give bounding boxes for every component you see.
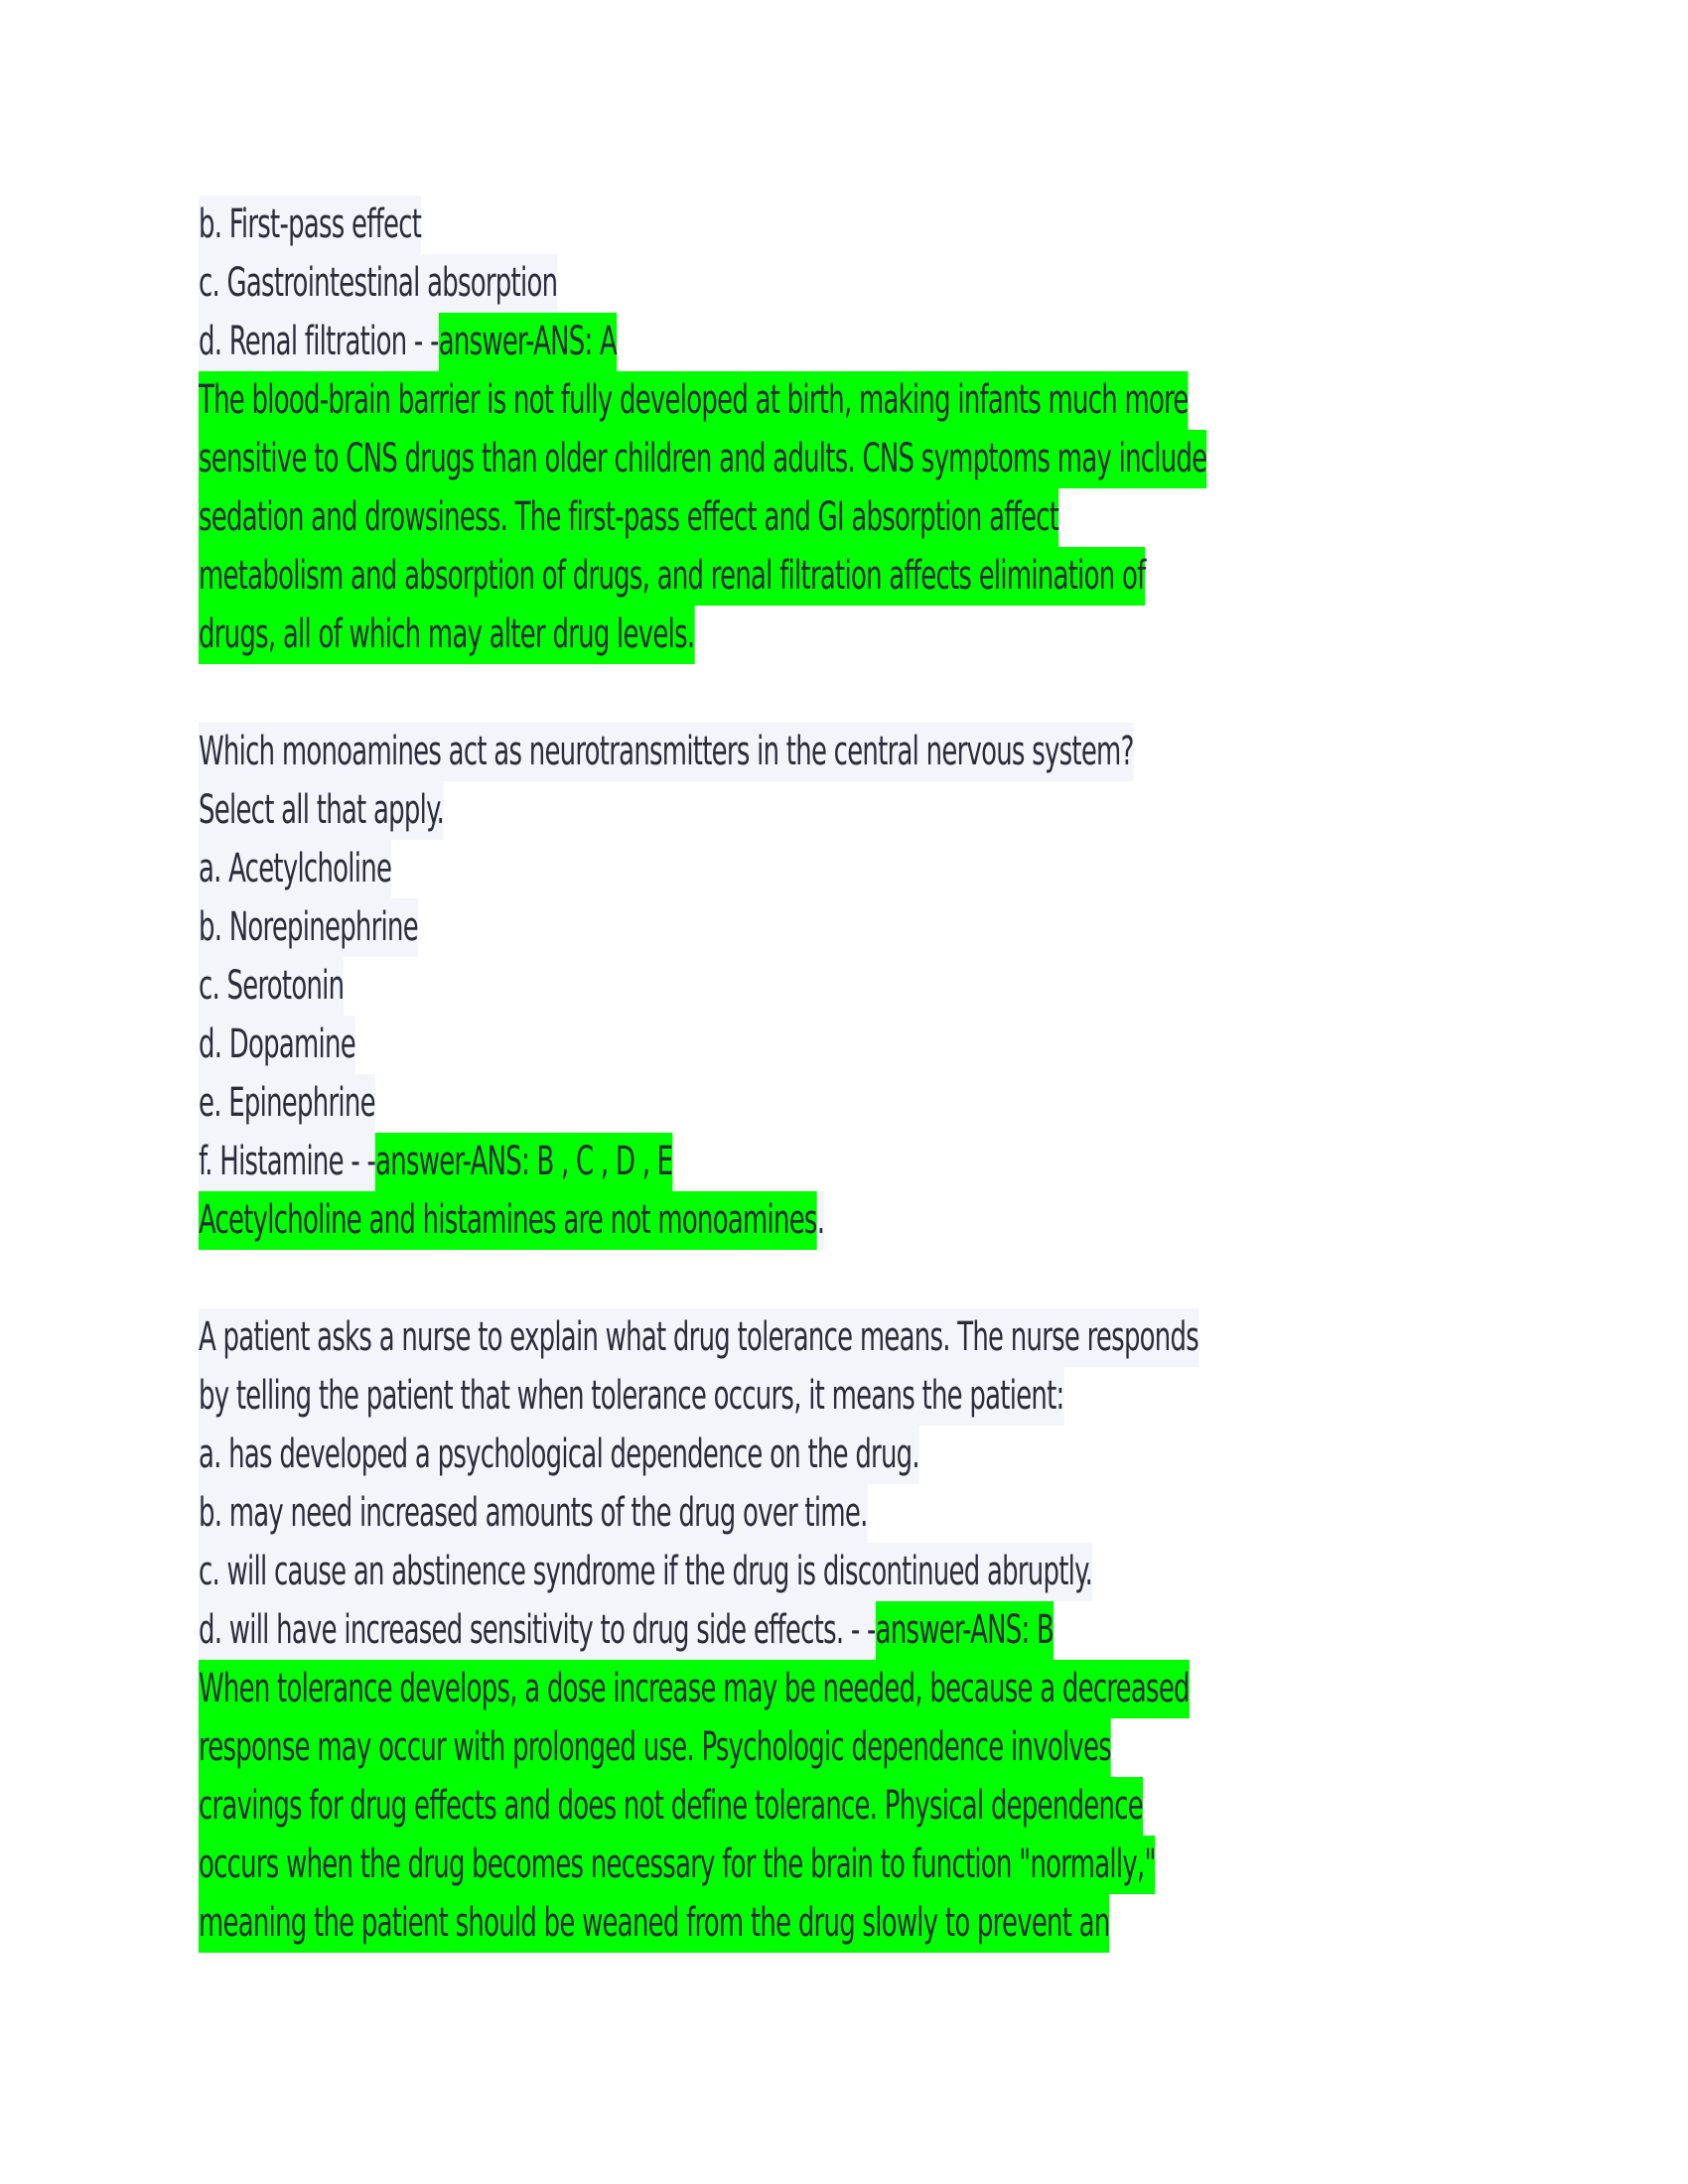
q1-answer: answer-ANS: A <box>439 313 617 371</box>
q1-option-c: c. Gastrointestinal absorption <box>199 254 1128 313</box>
q1-rationale-line: drugs, all of which may alter drug levels. <box>199 606 1128 664</box>
q3-rationale-line: occurs when the drug becomes necessary for the brain to function "normally," <box>199 1836 1128 1894</box>
q3-rationale-line: response may occur with prolonged use. Psychologic dependence involves <box>199 1718 1128 1777</box>
q2-stem: Which monoamines act as neurotransmitters in the central nervous system? <box>199 723 1128 781</box>
q1-rationale-line: sedation and drowsiness. The first-pass effect and GI absorption affect <box>199 488 1128 547</box>
q3-rationale-line: When tolerance develops, a dose increase may be needed, because a decreased <box>199 1660 1128 1718</box>
q1-option-b: b. First-pass effect <box>199 196 1128 254</box>
q2-option-c: c. Serotonin <box>199 957 1128 1016</box>
q2-option-e: e. Epinephrine <box>199 1074 1128 1133</box>
q3-option-a: a. has developed a psychological dependence on the drug. <box>199 1426 1128 1484</box>
spacer <box>199 664 1489 723</box>
q1-option-d: d. Renal filtration - -answer-ANS: A <box>199 313 1128 371</box>
spacer <box>199 1250 1489 1308</box>
q2-rationale-line: Acetylcholine and histamines are not monoamines. <box>199 1191 1128 1250</box>
q3-stem: A patient asks a nurse to explain what drug tolerance means. The nurse responds <box>199 1308 1128 1367</box>
q3-option-b: b. may need increased amounts of the drug over time. <box>199 1484 1128 1543</box>
q3-answer: answer-ANS: B <box>876 1601 1054 1660</box>
q3-option-d: d. will have increased sensitivity to drug side effects. - -answer-ANS: B <box>199 1601 1128 1660</box>
q1-rationale-line: The blood-brain barrier is not fully developed at birth, making infants much more <box>199 371 1128 430</box>
q3-rationale-line: cravings for drug effects and does not define tolerance. Physical dependence <box>199 1777 1128 1836</box>
q2-option-f: f. Histamine - -answer-ANS: B , C , D , E <box>199 1133 1128 1191</box>
q3-option-c: c. will cause an abstinence syndrome if the drug is discontinued abruptly. <box>199 1543 1128 1601</box>
q2-stem: Select all that apply. <box>199 781 1128 840</box>
q2-answer: answer-ANS: B , C , D , E <box>375 1133 672 1191</box>
q3-stem: by telling the patient that when tolerance occurs, it means the patient: <box>199 1367 1128 1426</box>
q2-option-b: b. Norepinephrine <box>199 898 1128 957</box>
q1-rationale-line: sensitive to CNS drugs than older children and adults. CNS symptoms may include <box>199 430 1128 488</box>
document-page <box>199 196 1489 1953</box>
q2-option-d: d. Dopamine <box>199 1016 1128 1074</box>
q2-option-a: a. Acetylcholine <box>199 840 1128 898</box>
q1-rationale-line: metabolism and absorption of drugs, and renal filtration affects elimination of <box>199 547 1128 606</box>
q3-rationale-line: meaning the patient should be weaned from the drug slowly to prevent an <box>199 1894 1128 1953</box>
